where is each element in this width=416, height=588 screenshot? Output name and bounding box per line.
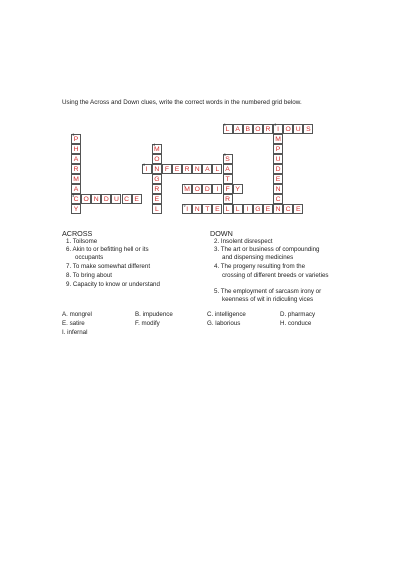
- cell-letter: M: [275, 135, 281, 143]
- grid-cell: [71, 174, 81, 184]
- grid-cell: [182, 204, 192, 214]
- across-clue: 9. Capacity to know or understand: [66, 281, 160, 288]
- cell-letter: C: [285, 206, 291, 214]
- clue-number: 6: [143, 163, 145, 168]
- cell-letter: U: [275, 155, 281, 163]
- grid-cell: [71, 134, 81, 144]
- grid-cell: [212, 164, 222, 174]
- grid-cell: [223, 194, 233, 204]
- grid-cell: [182, 184, 192, 194]
- cell-letter: Y: [73, 206, 79, 214]
- grid-cell: [71, 144, 81, 154]
- answer-option: F. modify: [135, 320, 160, 327]
- cell-letter: G: [255, 206, 261, 214]
- grid-cell: [243, 204, 253, 214]
- cell-letter: A: [73, 186, 79, 194]
- grid-cell: [152, 154, 162, 164]
- answer-option: C. intelligence: [207, 311, 246, 318]
- grid-cell: [273, 184, 283, 194]
- grid-cell: [273, 204, 283, 214]
- grid-cell: [223, 124, 233, 134]
- grid-cell: [233, 124, 243, 134]
- cell-letter: U: [113, 196, 119, 204]
- cell-letter: L: [235, 206, 240, 214]
- cell-letter: R: [225, 196, 230, 204]
- grid-cell: [273, 164, 283, 174]
- cell-letter: P: [275, 145, 281, 153]
- cell-letter: O: [83, 196, 89, 204]
- grid-cell: [172, 164, 182, 174]
- cell-letter: A: [205, 165, 210, 173]
- down-clue: and dispensing medicines: [222, 254, 294, 261]
- grid-cell: [132, 194, 142, 204]
- grid-cell: [122, 194, 132, 204]
- grid-cell: [91, 194, 101, 204]
- grid-cell: [223, 204, 233, 214]
- grid-cell: [303, 124, 313, 134]
- cell-letter: I: [246, 206, 249, 214]
- grid-cell: [273, 144, 283, 154]
- cell-letter: R: [73, 165, 79, 173]
- grid-cell: [71, 194, 81, 204]
- grid-cell: [233, 204, 243, 214]
- clue-number: 1: [224, 123, 226, 127]
- answer-option: A. mongrel: [62, 311, 92, 318]
- grid-cell: [223, 174, 233, 184]
- answer-option: D. pharmacy: [280, 311, 316, 318]
- cell-letter: N: [194, 206, 200, 214]
- grid-cell: [223, 154, 233, 164]
- grid-cell: [111, 194, 121, 204]
- answer-option: B. impudence: [135, 311, 173, 318]
- grid-cell: [202, 204, 212, 214]
- cell-letter: I: [216, 186, 219, 194]
- grid-cell: [273, 194, 283, 204]
- grid-cell: [162, 164, 172, 174]
- grid-cell: [152, 184, 162, 194]
- grid-cell: [212, 204, 222, 214]
- grid-cell: [152, 164, 162, 174]
- clue-number: 5: [224, 153, 226, 158]
- cell-letter: L: [225, 206, 230, 214]
- cell-letter: G: [154, 176, 160, 183]
- grid-cell: [243, 124, 253, 134]
- cell-letter: R: [154, 186, 160, 194]
- cell-letter: C: [124, 196, 129, 204]
- grid-cell: [71, 164, 81, 174]
- cell-letter: N: [275, 206, 281, 214]
- cell-letter: D: [275, 165, 281, 173]
- grid-cell: [71, 154, 81, 164]
- grid-cell: [152, 204, 162, 214]
- cell-letter: O: [285, 125, 291, 133]
- across-clue: 1. Toilsome: [66, 238, 98, 245]
- down-clue: 4. The progeny resulting from the: [214, 263, 306, 270]
- grid-cell: [293, 124, 303, 134]
- cell-letter: M: [73, 176, 79, 183]
- grid-cell: [192, 204, 202, 214]
- down-clue: 5. The employment of sarcasm irony or: [214, 288, 322, 295]
- clue-number: 2: [274, 123, 277, 127]
- cell-letter: S: [225, 155, 230, 163]
- grid-cell: [182, 164, 192, 174]
- grid-cell: [81, 194, 91, 204]
- answer-option: G. laborious: [207, 320, 241, 327]
- cell-letter: U: [295, 125, 301, 133]
- cell-letter: I: [186, 206, 189, 214]
- cell-letter: F: [225, 186, 230, 194]
- grid-cell: [101, 194, 111, 204]
- grid-cell: [202, 164, 212, 174]
- grid-cell: [152, 194, 162, 204]
- cell-letter: R: [184, 165, 190, 173]
- cell-letter: H: [73, 145, 79, 153]
- grid-cell: [253, 204, 263, 214]
- down-clue: 2. Insolent disrespect: [214, 238, 273, 245]
- clue-number: 7: [183, 183, 186, 188]
- cell-letter: E: [215, 206, 220, 214]
- down-clue: 3. The art or business of compounding: [214, 246, 320, 253]
- instructions: Using the Across and Down clues, write the correct words in the numbered grid below.: [62, 99, 302, 106]
- answer-option: E. satire: [62, 320, 85, 327]
- cell-letter: E: [154, 196, 160, 204]
- cell-letter: E: [295, 206, 301, 214]
- grid-cell: [273, 174, 283, 184]
- cell-letter: I: [145, 165, 148, 173]
- clue-number: 4: [153, 143, 156, 148]
- cell-letter: T: [225, 176, 230, 183]
- grid-cell: [263, 204, 273, 214]
- grid-cell: [71, 184, 81, 194]
- grid-cell: [152, 144, 162, 154]
- crossword-grid: [0, 0, 416, 230]
- across-heading: ACROSS: [62, 229, 93, 238]
- cell-letter: C: [73, 196, 79, 204]
- cell-letter: N: [275, 186, 281, 194]
- across-clue: 8. To bring about: [66, 272, 112, 279]
- cell-letter: E: [275, 176, 281, 183]
- down-clue: keenness of wit in ridiculing vices: [222, 296, 314, 303]
- grid-cell: [283, 124, 293, 134]
- cell-letter: B: [245, 125, 250, 133]
- cell-letter: N: [194, 165, 200, 173]
- grid-cell: [192, 184, 202, 194]
- cell-letter: M: [184, 186, 190, 194]
- cell-letter: D: [204, 186, 210, 194]
- grid-cell: [263, 124, 273, 134]
- across-clue: 6. Akin to or befitting hell or its: [66, 246, 149, 253]
- grid-cell: [283, 204, 293, 214]
- answer-option: I. infernal: [62, 329, 88, 336]
- cell-letter: O: [194, 186, 200, 194]
- grid-cell: [273, 124, 283, 134]
- clue-number: 9: [183, 203, 186, 208]
- grid-cell: [253, 124, 263, 134]
- cell-letter: R: [265, 125, 271, 133]
- cell-letter: E: [134, 196, 139, 204]
- cell-letter: T: [205, 206, 210, 214]
- grid-cell: [152, 174, 162, 184]
- across-clue: occupants: [75, 254, 104, 261]
- cell-letter: L: [225, 125, 230, 133]
- cell-letter: O: [255, 125, 261, 133]
- cell-letter: Y: [235, 186, 240, 194]
- answer-option: H. conduce: [280, 320, 312, 327]
- cell-letter: N: [93, 196, 99, 204]
- cell-letter: A: [225, 165, 230, 173]
- cell-letter: E: [174, 165, 180, 173]
- grid-cell: [142, 164, 152, 174]
- grid-cell: [192, 164, 202, 174]
- cell-letter: I: [277, 125, 279, 133]
- cell-letter: M: [154, 145, 160, 153]
- cell-letter: F: [164, 165, 170, 173]
- cell-letter: L: [215, 165, 220, 173]
- cell-letter: C: [275, 196, 281, 204]
- grid-cell: [273, 154, 283, 164]
- grid-cell: [223, 164, 233, 174]
- cell-letter: P: [73, 135, 79, 143]
- grid-cell: [293, 204, 303, 214]
- cell-letter: N: [154, 165, 160, 173]
- cell-letter: A: [235, 125, 240, 133]
- grid-cell: [212, 184, 222, 194]
- down-heading: DOWN: [210, 229, 233, 238]
- clue-number: 8: [72, 193, 75, 198]
- cell-letter: D: [103, 196, 109, 204]
- across-clue: 7. To make somewhat different: [66, 263, 151, 270]
- clue-number: 3: [72, 133, 75, 138]
- cell-letter: O: [154, 155, 160, 163]
- grid-cell: [233, 184, 243, 194]
- grid-cell: [273, 134, 283, 144]
- cell-letter: E: [265, 206, 271, 214]
- grid-cell: [223, 184, 233, 194]
- down-clue: crossing of different breeds or varieties: [222, 272, 329, 279]
- cell-letter: S: [306, 125, 311, 133]
- grid-cell: [71, 204, 81, 214]
- cell-letter: A: [73, 155, 79, 163]
- grid-cell: [202, 184, 212, 194]
- cell-letter: L: [154, 206, 159, 214]
